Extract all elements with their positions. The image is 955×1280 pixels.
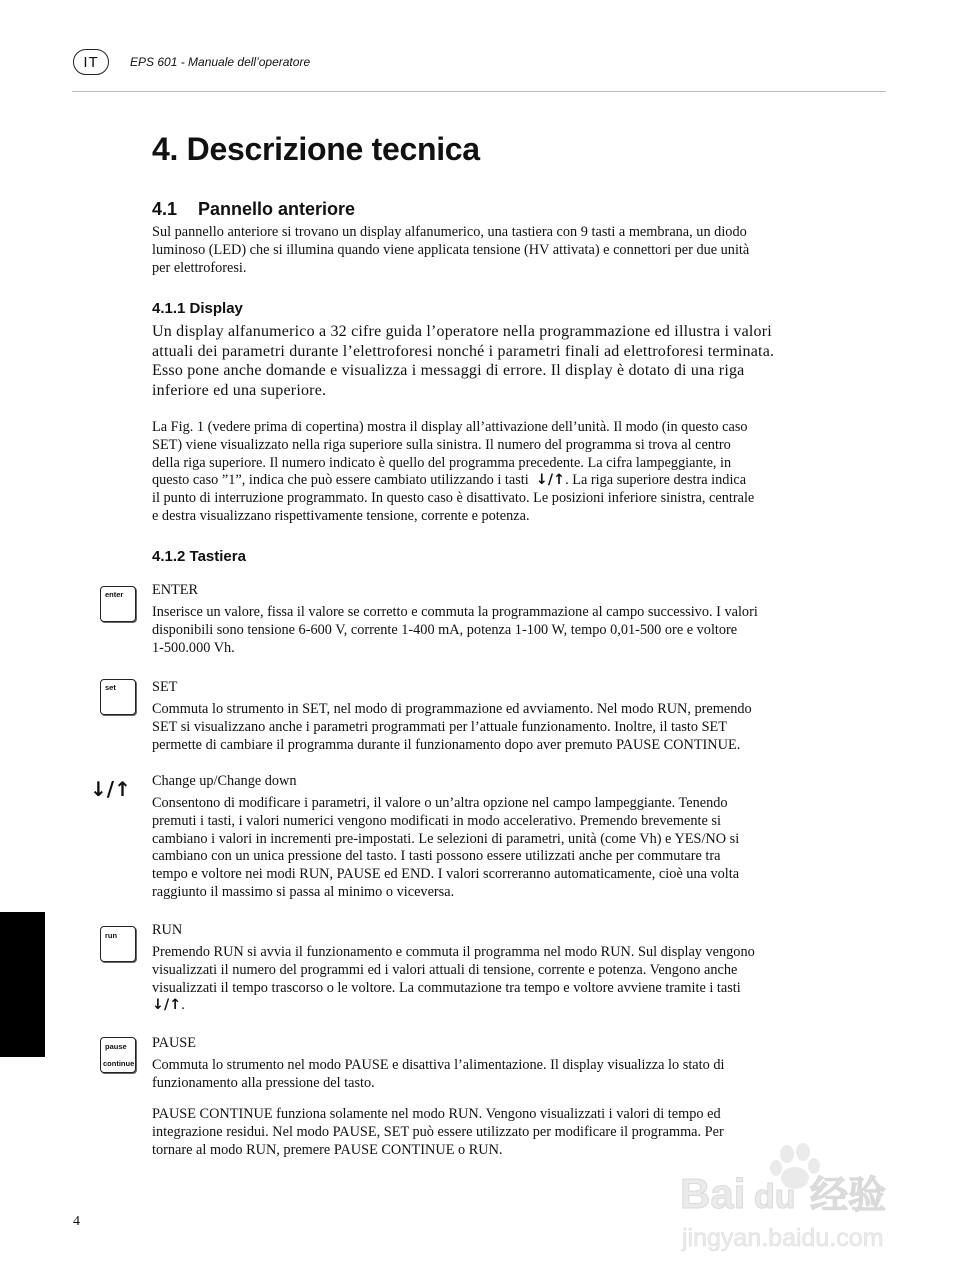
text-line: permette di cambiare il programma durante il funzionamento dopo aver premuto PAUSE CONTINUE. (152, 736, 741, 753)
text-line: integrazione residui. Nel modo PAUSE, SET può essere utilizzato per modificare il programma. Per (152, 1123, 724, 1140)
key-title-set: SET (152, 679, 178, 695)
display-paragraph-1 (152, 322, 888, 400)
change-up-down-icon: ↓/↑ (90, 777, 131, 801)
key-description-set (152, 701, 888, 754)
chapter-side-tab (0, 912, 45, 1057)
key-description-enter (152, 604, 888, 657)
arrow-keys-icon: ↓/↑ (152, 997, 182, 1014)
text-line: cambiano con un unica pressione del tasto. I tasti possono essere utilizzati anche per commutare tra (152, 848, 721, 865)
section-heading-4-1 (152, 199, 355, 220)
brand-du: du (754, 1178, 796, 1216)
language-badge: IT (73, 49, 109, 75)
text-line: per elettroforesi. (152, 259, 247, 276)
text-line: tempo e voltore nei modi RUN, PAUSE ed END. I valori scorreranno automaticamente, cioè una volta (152, 866, 740, 883)
text-line: . La riga superiore destra indica (565, 472, 747, 489)
brand-latin: Bai (680, 1170, 746, 1217)
text-line: SET) viene visualizzato nella riga superiore sulla sinistra. Il numero del programma si trova al centro (152, 436, 731, 453)
run-key-icon (100, 926, 136, 962)
key-title-enter: ENTER (152, 582, 199, 598)
key-icon-label: set (105, 683, 116, 692)
key-description-change (152, 795, 888, 902)
text-line: Commuta lo strumento in SET, nel modo di programmazione ed avviamento. Nel modo RUN, premendo (152, 701, 752, 717)
text-line: funzionamento alla pressione del tasto. (152, 1074, 375, 1091)
text-line: Consentono di modificare i parametri, il valore o un’altra opzione nel campo lampeggiante. Tenendo (152, 795, 728, 811)
page-number: 4 (73, 1214, 80, 1229)
section-heading-4-1-1: 4.1.1 Display (152, 300, 243, 317)
text-line: disponibili sono tensione 6-600 V, corrente 1-400 mA, potenza 1-100 W, tempo 0,01-500 ore e voltore (152, 621, 738, 638)
section-title: Pannello anteriore (198, 199, 356, 219)
text-line: cambiano i valori in incrementi pre-impostati. Le selezioni di parametri, unità (come Vh) e YES/NO si (152, 830, 740, 847)
set-key-icon (100, 679, 136, 715)
key-icon-label: pause (105, 1042, 127, 1051)
enter-key-icon (100, 586, 136, 622)
key-icon-label: continue (103, 1059, 135, 1068)
text-line: . (181, 997, 185, 1014)
watermark-url: jingyan.baidu.com (682, 1224, 884, 1252)
section-4-1-paragraph (152, 224, 888, 277)
key-title-change: Change up/Change down (152, 773, 297, 789)
text-line: il punto di interruzione programmato. In questo caso è disattivato. Le posizioni inferiore sinistra, centrale (152, 490, 755, 507)
text-line: premuti i tasti, i valori numerici vengono modificati in modo accelerativo. Premendo brevemente si (152, 812, 721, 829)
text-line: Commuta lo strumento nel modo PAUSE e disattiva l’alimentazione. Il display visualizza lo stato di (152, 1057, 725, 1073)
header-title: EPS 601 - Manuale dell’operatore (130, 55, 311, 69)
text-line: inferiore ed una superiore. (152, 381, 327, 399)
text-line: Premendo RUN si avvia il funzionamento e commuta il programma nel modo RUN. Sul display vengono (152, 944, 755, 960)
text-line: tornare al modo RUN, premere PAUSE CONTINUE o RUN. (152, 1141, 503, 1158)
text-line: Sul pannello anteriore si trovano un display alfanumerico, una tastiera con 9 tasti a membrana, un diodo (152, 224, 747, 240)
key-title-pause: PAUSE (152, 1035, 196, 1051)
text-line: visualizzati il tempo trascorso o le voltore. La commutazione tra tempo e voltore avviene tramite i tasti (152, 979, 741, 996)
text-line: visualizzati il numero del programmi ed i valori attuali di tensione, corrente e potenza. Vengono anche (152, 961, 738, 978)
text-line: Esso pone anche domande e visualizza i messaggi di errore. Il display è dotato di una riga (152, 362, 745, 380)
brand-cn: 经验 (810, 1173, 887, 1217)
text-line: questo caso ”1”, indica che può essere cambiato utilizzando i tasti (152, 472, 529, 489)
text-line: La Fig. 1 (vedere prima di copertina) mostra il display all’attivazione dell’unità. Il modo (in questo caso (152, 419, 748, 435)
text-line: attuali dei parametri durante l’elettroforesi nonché i parametri finali ad elettroforesi terminata. (152, 342, 775, 360)
display-paragraph-2 (152, 419, 888, 526)
text-line: Un display alfanumerico a 32 cifre guida l’operatore nella programmazione ed illustra i valori (152, 323, 772, 340)
text-line: della riga superiore. Il numero indicato è quello del programma precedente. La cifra lampeggiante, in (152, 454, 732, 471)
arrow-keys-icon: ↓/↑ (535, 472, 566, 489)
text-line: luminoso (LED) che si illumina quando viene applicata tensione (HV attivata) e connettori per due unità (152, 241, 750, 258)
key-description-run (152, 944, 888, 1015)
section-heading-4-1-2: 4.1.2 Tastiera (152, 548, 246, 565)
text-line: SET si visualizzano anche i parametri programmati per l’attuale funzionamento. Inoltre, il tasto SET (152, 718, 728, 735)
key-title-run: RUN (152, 922, 183, 938)
header-divider (72, 91, 886, 92)
text-line: e destra visualizzano rispettivamente tensione, corrente e potenza. (152, 507, 530, 524)
key-icon-label: run (105, 931, 118, 940)
text-line: 1-500.000 Vh. (152, 639, 235, 656)
baidu-watermark (680, 1142, 920, 1262)
text-line: raggiunto il massimo si passa al minimo o viceversa. (152, 883, 455, 900)
key-icon-label: enter (105, 590, 124, 599)
pause-continue-key-icon (100, 1037, 136, 1073)
chapter-title: 4. Descrizione tecnica (152, 131, 480, 167)
key-description-pause (152, 1057, 888, 1093)
text-line: PAUSE CONTINUE funziona solamente nel modo RUN. Vengono visualizzati i valori di tempo ed (152, 1106, 721, 1122)
text-line: Inserisce un valore, fissa il valore se corretto e commuta la programmazione al campo successivo. I valori (152, 604, 758, 620)
section-number: 4.1 (152, 199, 178, 219)
